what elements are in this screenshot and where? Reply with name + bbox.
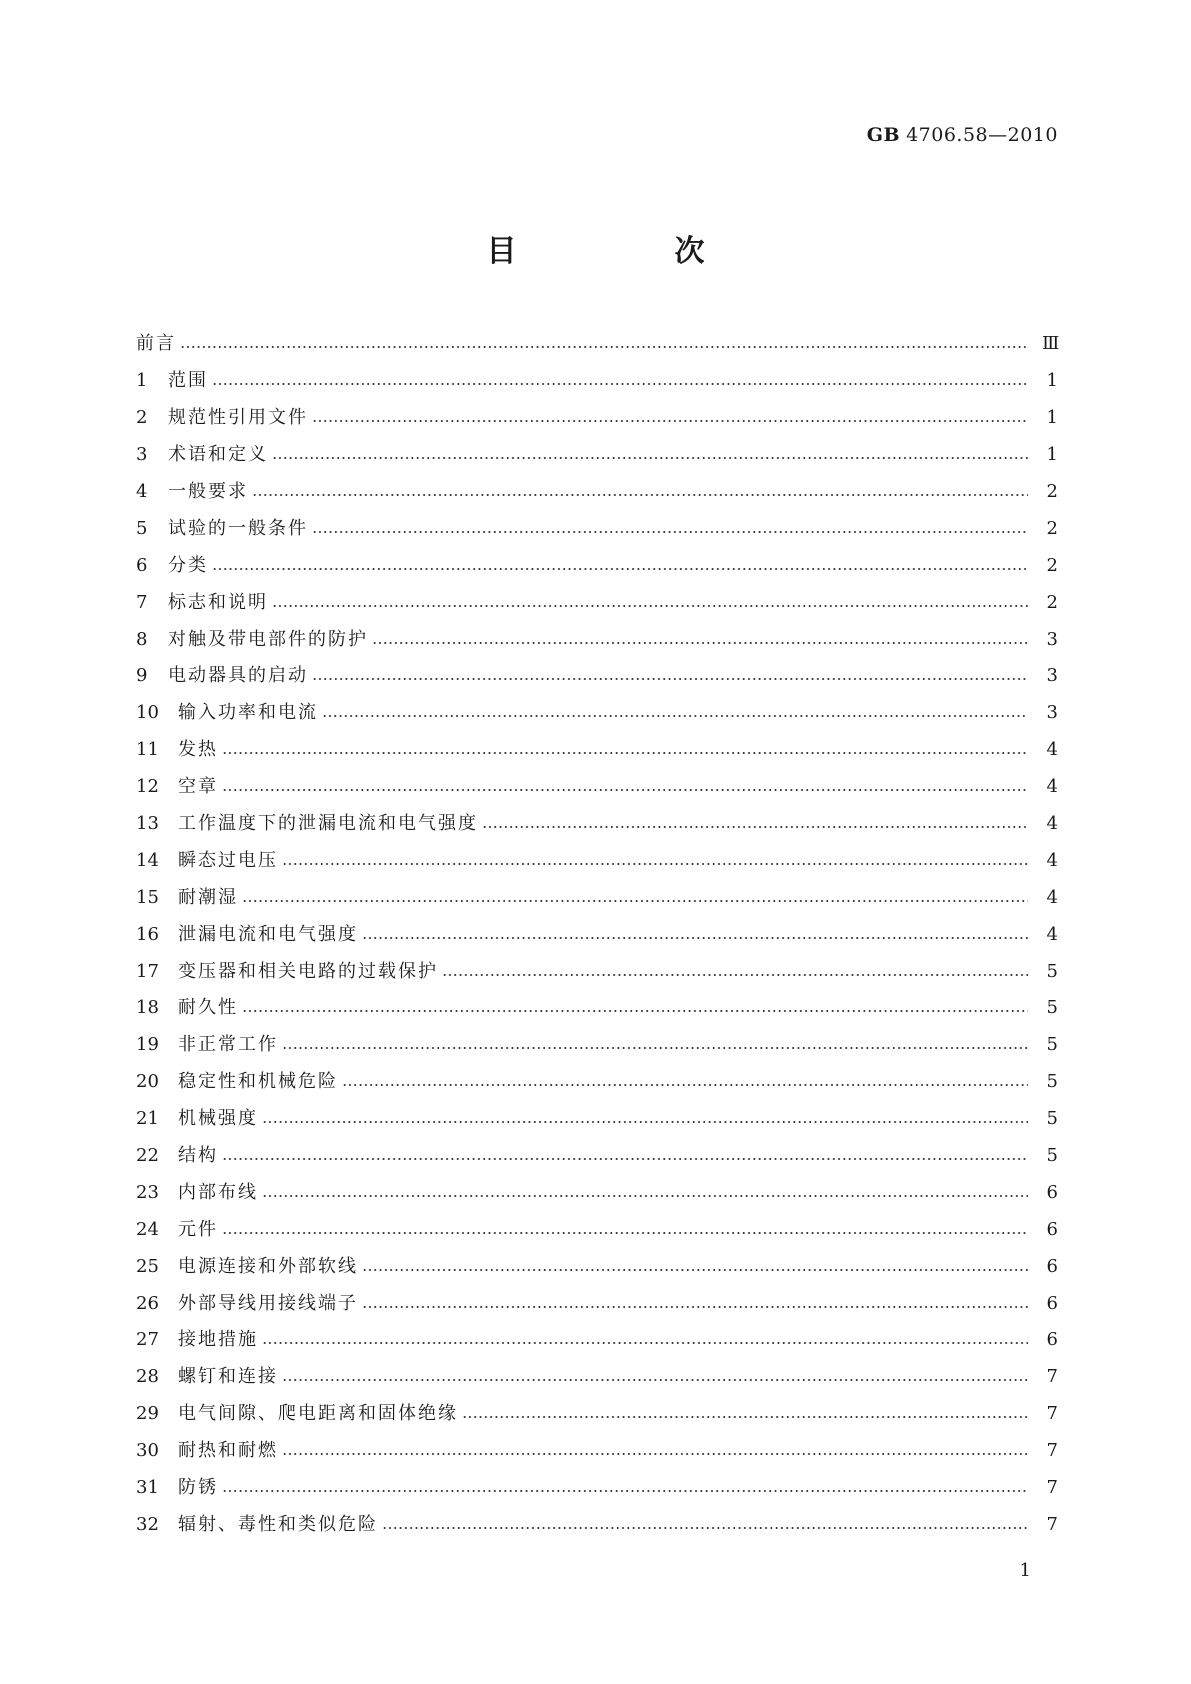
toc-item[interactable] (136, 584, 1058, 621)
toc-item-page: 5 (1046, 1145, 1058, 1167)
toc-item-page: 1 (1046, 444, 1058, 466)
page-number: 1 (1019, 1560, 1031, 1581)
toc-item-page: 7 (1046, 1403, 1058, 1425)
toc-item-number: 27 (136, 1329, 159, 1351)
toc-item-page: Ⅲ (1042, 333, 1060, 355)
toc-dot-leader (282, 861, 1028, 867)
toc-item-label: 空章 (178, 776, 218, 798)
toc-item-label: 工作温度下的泄漏电流和电气强度 (178, 813, 478, 835)
toc-item-label: 外部导线用接线端子 (178, 1292, 358, 1314)
toc-item-number: 28 (136, 1366, 159, 1388)
toc-item-page: 7 (1046, 1440, 1058, 1462)
toc-item-page: 2 (1046, 517, 1058, 539)
toc-item-label: 电动器具的启动 (168, 665, 308, 687)
toc-item-number: 5 (136, 517, 148, 539)
toc-item-page: 6 (1046, 1329, 1058, 1351)
toc-item-label: 标志和说明 (168, 591, 268, 613)
toc-item[interactable] (136, 1507, 1058, 1544)
toc-item-number: 8 (136, 628, 148, 650)
toc-item-number: 4 (136, 481, 148, 502)
toc-dot-leader (462, 1414, 1028, 1420)
toc-item-page: 2 (1046, 591, 1058, 613)
toc-item-number: 10 (136, 702, 159, 724)
page-title: 目 次 (486, 234, 769, 269)
toc-item-number: 16 (136, 923, 159, 945)
toc-item-page: 2 (1046, 481, 1058, 502)
toc-item[interactable] (136, 769, 1058, 806)
toc-dot-leader (362, 935, 1028, 941)
toc-item-page: 2 (1046, 554, 1058, 576)
toc-item-label: 耐热和耐燃 (178, 1440, 278, 1462)
toc-item-page: 7 (1046, 1477, 1058, 1499)
toc-item[interactable] (136, 658, 1058, 695)
toc-item-page: 1 (1046, 370, 1058, 392)
toc-item-page: 4 (1046, 923, 1058, 945)
toc-item[interactable] (136, 621, 1058, 658)
toc-item-label: 对触及带电部件的防护 (168, 628, 368, 650)
toc-dot-leader (222, 1230, 1028, 1236)
toc-item-number: 29 (136, 1403, 159, 1425)
toc-dot-leader (262, 1340, 1028, 1346)
toc-dot-leader (212, 566, 1028, 572)
toc-item-page: 4 (1046, 813, 1058, 835)
toc-item-number: 13 (136, 813, 159, 835)
toc-item-label: 分类 (168, 554, 208, 576)
toc-item[interactable] (136, 1433, 1058, 1470)
toc-dot-leader (372, 640, 1028, 646)
toc-dot-leader (262, 1193, 1028, 1199)
standard-prefix: GB (866, 124, 901, 146)
toc-item-label: 电源连接和外部软线 (178, 1255, 358, 1277)
toc-item-number: 31 (136, 1477, 159, 1499)
toc-item-page: 6 (1046, 1255, 1058, 1277)
toc-item[interactable] (136, 1174, 1058, 1211)
toc-item-label: 结构 (178, 1145, 218, 1167)
toc-item-label: 范围 (168, 370, 208, 392)
toc-dot-leader (222, 787, 1028, 793)
toc-dot-leader (442, 972, 1028, 978)
toc-item[interactable] (136, 916, 1058, 953)
toc-item-page: 7 (1046, 1513, 1058, 1535)
toc-item[interactable] (136, 953, 1058, 990)
toc-dot-leader (282, 1377, 1028, 1383)
toc-item[interactable] (136, 990, 1058, 1027)
toc-item-label: 泄漏电流和电气强度 (178, 923, 358, 945)
toc-item[interactable] (136, 400, 1058, 437)
toc-item[interactable] (136, 474, 1058, 511)
toc-item-label: 输入功率和电流 (178, 702, 318, 724)
toc-dot-leader (322, 713, 1028, 719)
toc-item-label: 发热 (178, 739, 218, 761)
toc-item-page: 7 (1046, 1366, 1058, 1388)
toc-item-number: 18 (136, 997, 159, 1019)
toc-dot-leader (312, 418, 1028, 424)
toc-item[interactable] (136, 1211, 1058, 1248)
toc-item-label: 防锈 (178, 1477, 218, 1499)
toc-item-number: 14 (136, 849, 159, 871)
toc-item[interactable] (136, 1248, 1058, 1285)
toc-item-label: 元件 (178, 1218, 218, 1240)
toc-dot-leader (272, 603, 1028, 609)
toc-item-number: 12 (136, 776, 159, 798)
toc-dot-leader (272, 455, 1028, 461)
toc-item-label: 接地措施 (178, 1329, 258, 1351)
toc-item-page: 5 (1046, 1034, 1058, 1056)
toc-item-page: 5 (1046, 1071, 1058, 1093)
toc-item-number: 22 (136, 1145, 159, 1167)
toc-item-page: 6 (1046, 1292, 1058, 1314)
toc-dot-leader (282, 1451, 1028, 1457)
toc-dot-leader (180, 344, 1028, 350)
toc-dot-leader (212, 381, 1028, 387)
toc-item-label: 耐久性 (178, 997, 238, 1019)
standard-code (867, 124, 1058, 146)
toc-item[interactable] (136, 879, 1058, 916)
toc-dot-leader (312, 676, 1028, 682)
toc-item-label: 耐潮湿 (178, 886, 238, 908)
toc-item-number: 26 (136, 1292, 159, 1314)
toc-item-page: 4 (1046, 849, 1058, 871)
toc-item-page: 3 (1046, 702, 1058, 724)
toc-item[interactable] (136, 510, 1058, 547)
toc-dot-leader (222, 1488, 1028, 1494)
toc-item-page: 3 (1046, 665, 1058, 687)
toc-item-number: 23 (136, 1181, 159, 1203)
toc-item[interactable] (136, 695, 1058, 732)
toc-item[interactable] (136, 363, 1058, 400)
toc-item[interactable] (136, 1396, 1058, 1433)
toc-item-page: 5 (1046, 1108, 1058, 1130)
toc-dot-leader (242, 898, 1028, 904)
toc-dot-leader (362, 1267, 1028, 1273)
toc-item-label: 瞬态过电压 (178, 849, 278, 871)
toc-dot-leader (282, 1045, 1028, 1051)
toc-item-page: 4 (1046, 776, 1058, 798)
toc-item-number: 2 (136, 407, 148, 429)
toc-dot-leader (222, 1156, 1028, 1162)
toc-item-label: 变压器和相关电路的过载保护 (178, 960, 438, 982)
toc-item-number: 24 (136, 1218, 159, 1240)
toc-item[interactable] (136, 547, 1058, 584)
toc-item[interactable] (136, 1138, 1058, 1175)
toc-item-page: 6 (1046, 1218, 1058, 1240)
toc-item[interactable] (136, 1322, 1058, 1359)
toc-item-number: 1 (136, 370, 148, 392)
toc-item-number: 9 (136, 665, 148, 687)
toc-item[interactable] (136, 1470, 1058, 1507)
toc-item[interactable] (136, 1359, 1058, 1396)
toc-dot-leader (252, 492, 1028, 498)
toc-item-label: 规范性引用文件 (168, 407, 308, 429)
toc-item[interactable] (136, 806, 1058, 843)
toc-item-label: 辐射、毒性和类似危险 (178, 1513, 378, 1535)
toc-item-number: 11 (136, 739, 159, 761)
toc-item-label: 术语和定义 (168, 444, 268, 466)
toc-dot-leader (362, 1304, 1028, 1310)
toc-item-label: 内部布线 (178, 1181, 258, 1203)
toc-item-number: 19 (136, 1034, 159, 1056)
toc-item-number: 32 (136, 1513, 159, 1535)
toc-item-label: 稳定性和机械危险 (178, 1071, 338, 1093)
toc-item-number: 15 (136, 886, 159, 908)
toc-item[interactable] (136, 1101, 1058, 1138)
toc-item-page: 5 (1046, 997, 1058, 1019)
toc-item[interactable] (136, 1027, 1058, 1064)
toc-item-label: 试验的一般条件 (168, 517, 308, 539)
toc-item[interactable] (136, 732, 1058, 769)
toc-item-number: 7 (136, 591, 148, 613)
toc-item-page: 4 (1046, 886, 1058, 908)
toc-item[interactable] (136, 1285, 1058, 1322)
toc-item-number: 3 (136, 444, 148, 466)
toc-item-label: 机械强度 (178, 1108, 258, 1130)
toc-dot-leader (222, 750, 1028, 756)
toc-item-label: 螺钉和连接 (178, 1366, 278, 1388)
toc-item-number: 21 (136, 1108, 159, 1130)
toc-item-label: 一般要求 (168, 481, 248, 502)
toc-item-number: 20 (136, 1071, 159, 1093)
toc-item-page: 4 (1046, 739, 1058, 761)
toc-item-page: 5 (1046, 960, 1058, 982)
toc-item-page: 6 (1046, 1181, 1058, 1203)
toc-item[interactable] (136, 326, 1058, 363)
toc-item-number: 17 (136, 960, 159, 982)
toc-item-page: 3 (1046, 628, 1058, 650)
toc-dot-leader (312, 529, 1028, 535)
toc-item-label: 非正常工作 (178, 1034, 278, 1056)
toc-item[interactable] (136, 437, 1058, 474)
toc-item-number: 30 (136, 1440, 159, 1462)
table-of-contents (136, 326, 1058, 1543)
toc-item-label: 前言 (136, 333, 176, 355)
toc-dot-leader (382, 1525, 1028, 1531)
standard-number: 4706.58—2010 (906, 124, 1058, 146)
toc-item[interactable] (136, 1064, 1058, 1101)
toc-dot-leader (262, 1119, 1028, 1125)
toc-dot-leader (482, 824, 1028, 830)
toc-item-label: 电气间隙、爬电距离和固体绝缘 (178, 1403, 458, 1425)
toc-dot-leader (242, 1008, 1028, 1014)
toc-item[interactable] (136, 842, 1058, 879)
toc-dot-leader (342, 1082, 1028, 1088)
toc-item-number: 25 (136, 1255, 159, 1277)
toc-item-number: 6 (136, 554, 148, 576)
toc-item-page: 1 (1046, 407, 1058, 429)
